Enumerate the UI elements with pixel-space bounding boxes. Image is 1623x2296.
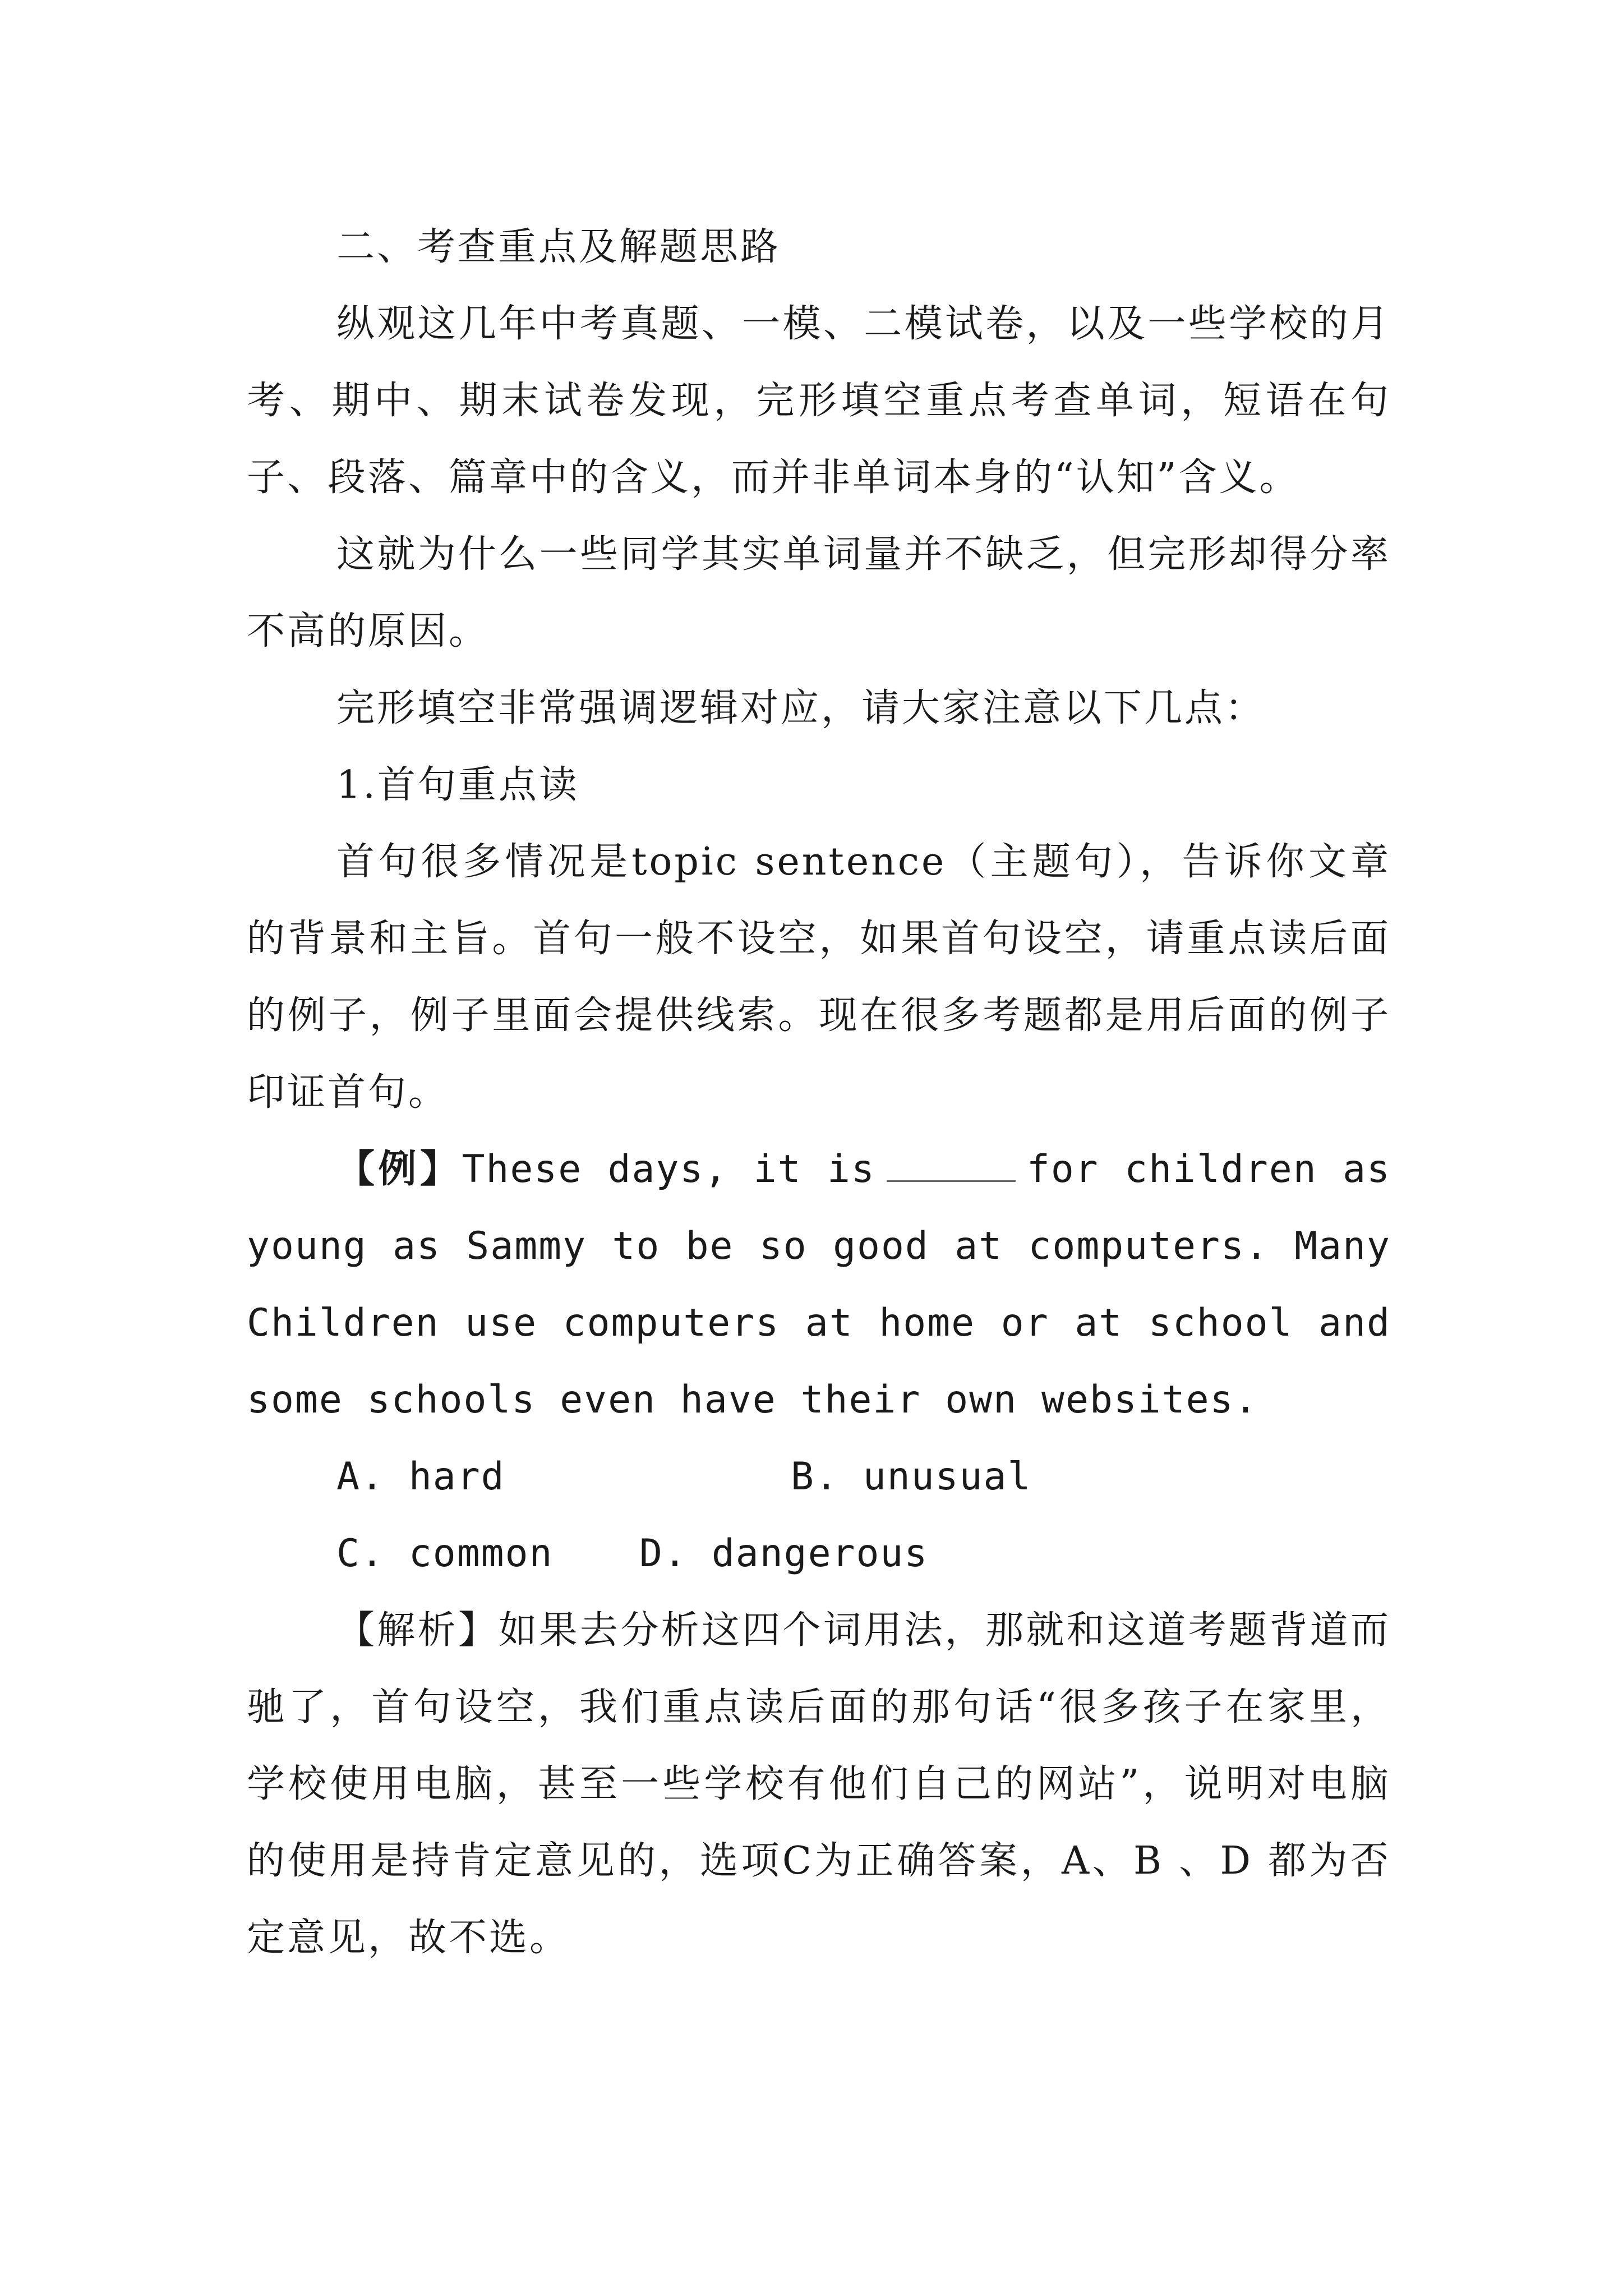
- option-b: B. unusual: [791, 1455, 1032, 1499]
- analysis-paragraph: [247, 1592, 1391, 1976]
- options-row-2: [247, 1515, 1391, 1592]
- option-c: C. common: [336, 1531, 554, 1576]
- analysis-label: 【解析】: [336, 1608, 499, 1653]
- example-text-after-blank: for children as young as Sammy to be so good at computers. Many Children use computers at home or at school and some schools even have their own websites.: [247, 1147, 1391, 1422]
- document-page: [247, 209, 1391, 1976]
- paragraph-overview: 纵观这几年中考真题、一模、二模试卷，以及一些学校的月考、期中、期末试卷发现，完形填空重点考查单词，短语在句子、段落、篇章中的含义，而并非单词本身的“认知”含义。: [247, 302, 1391, 500]
- analysis-text: 如果去分析这四个词用法，那就和这道考题背道而驰了，首句设空，我们重点读后面的那句话“很多孩子在家里，学校使用电脑，甚至一些学校有他们自己的网站”，说明对电脑的使用是持肯定意见的，选项C为正确答案，A、B 、D 都为否定意见，故不选。: [247, 1608, 1391, 1960]
- paragraph-reason: 这就为什么一些同学其实单词量并不缺乏，但完形却得分率不高的原因。: [247, 532, 1391, 654]
- example-label: 【例】: [336, 1147, 462, 1191]
- paragraph-topic-sentence: 首句很多情况是topic sentence（主题句），告诉你文章的背景和主旨。首句一般不设空，如果首句设空，请重点读后面的例子，例子里面会提供线索。现在很多考题都是用后面的例子印证首句。: [247, 840, 1391, 1115]
- options-row-1: [247, 1438, 1391, 1515]
- section-heading: 二、考查重点及解题思路: [336, 225, 781, 269]
- paragraph-logic-intro: 完形填空非常强调逻辑对应，请大家注意以下几点：: [336, 686, 1266, 730]
- option-d: D. dangerous: [639, 1531, 929, 1576]
- example-blank: [887, 1147, 1016, 1182]
- point-1-heading: 1.首句重点读: [336, 763, 579, 807]
- example-text-before-blank: These days, it is: [462, 1147, 875, 1191]
- example-paragraph: [247, 1131, 1391, 1438]
- option-a: A. hard: [336, 1455, 505, 1499]
